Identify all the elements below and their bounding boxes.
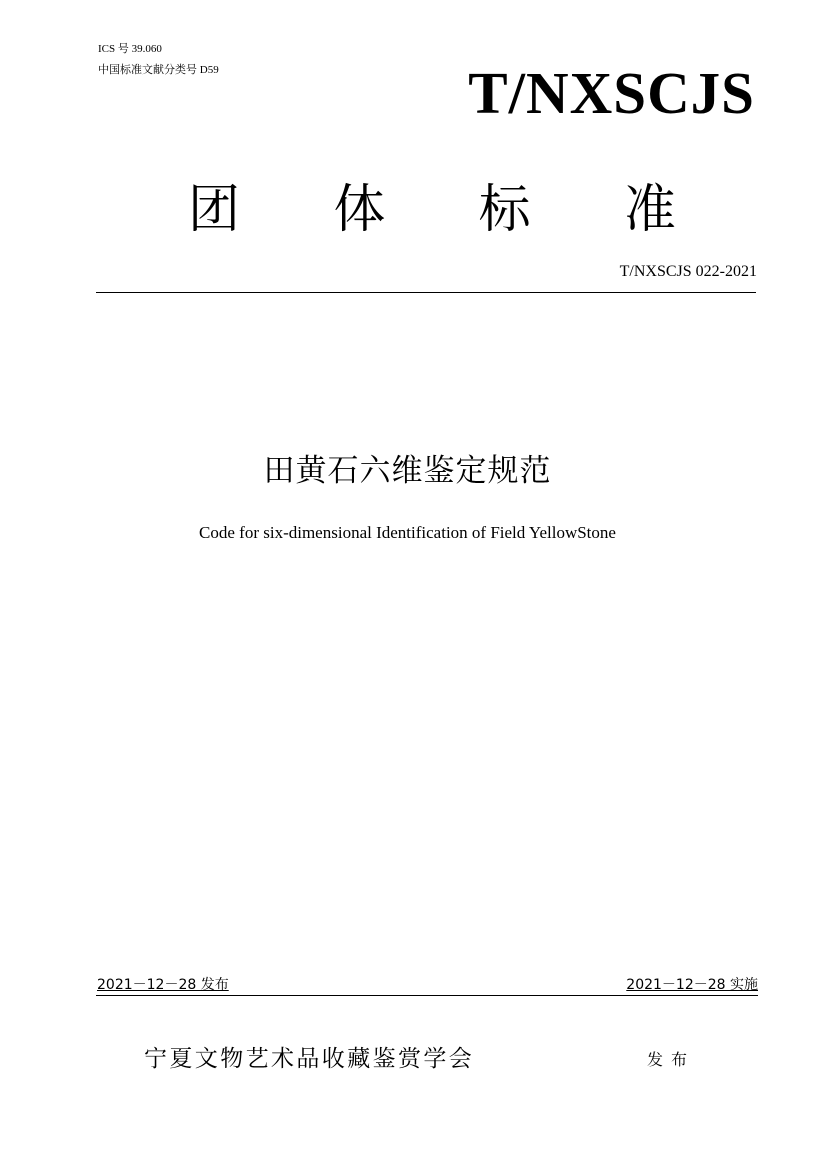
implementation-date: 2021－12－28 实施	[626, 977, 758, 993]
standard-category	[186, 178, 678, 242]
header-divider	[96, 292, 756, 293]
category-char-3: 标	[478, 180, 531, 240]
category-char-4: 准	[623, 180, 676, 240]
standard-prefix-logo: T/NXSCJS	[468, 60, 755, 126]
publish-label: 发布	[647, 1050, 696, 1069]
standard-number: T/NXSCJS 022-2021	[619, 263, 757, 280]
publisher-name: 宁夏文物艺术品收藏鉴赏学会	[144, 1046, 475, 1072]
footer-divider	[96, 995, 758, 996]
classification-number: 中国标准文献分类号 D59	[98, 64, 219, 76]
issue-date: 2021－12－28 发布	[97, 977, 229, 993]
ics-number: ICS 号 39.060	[98, 43, 162, 55]
category-char-2: 体	[333, 180, 386, 240]
category-char-1: 团	[187, 180, 240, 240]
document-title-english: Code for six-dimensional Identification of Field YellowStone	[199, 523, 616, 542]
document-title-chinese: 田黄石六维鉴定规范	[263, 453, 552, 489]
